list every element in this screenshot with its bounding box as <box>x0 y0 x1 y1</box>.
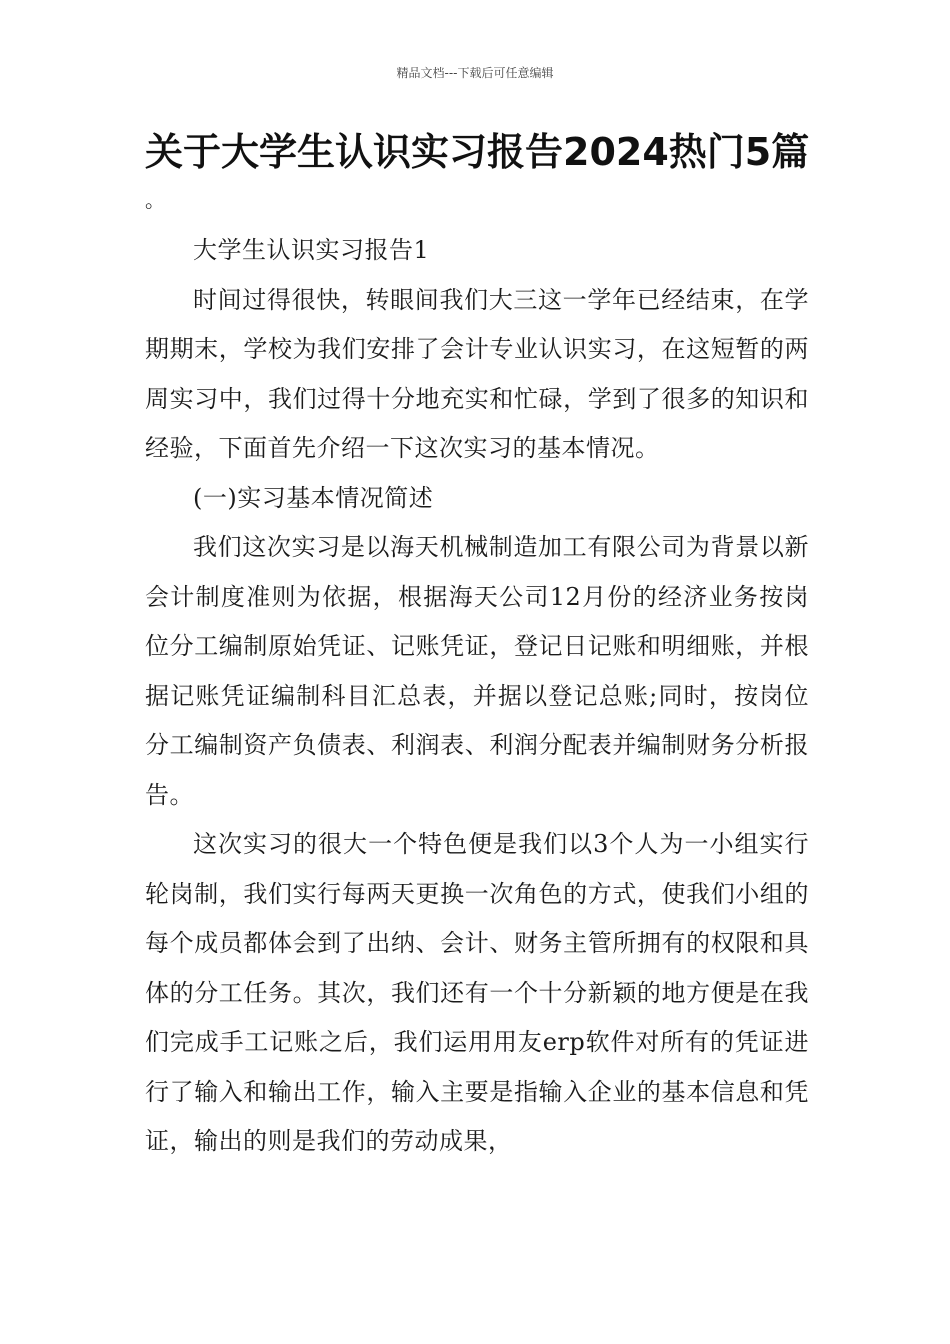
document-body <box>145 226 809 1167</box>
body-paragraph: 我们这次实习是以海天机械制造加工有限公司为背景以新会计制度准则为依据，根据海天公司12月份的经济业务按岗位分工编制原始凭证、记账凭证，登记日记账和明细账，并根据记账凭证编制科目汇总表，并据以登记总账;同时，按岗位分工编制资产负债表、利润表、利润分配表并编制财务分析报告。 <box>145 533 809 809</box>
body-paragraph: 时间过得很快，转眼间我们大三这一学年已经结束，在学期期末，学校为我们安排了会计专业认识实习，在这短暂的两周实习中，我们过得十分地充实和忙碌，学到了很多的知识和经验，下面首先介绍一下这次实习的基本情况。 <box>145 285 809 462</box>
title-punctuation: 。 <box>145 188 165 212</box>
header-note: 精品文档---下载后可任意编辑 <box>396 66 554 80</box>
document-title: 关于大学生认识实习报告2024热门5篇 <box>145 130 810 174</box>
subsection-heading: (一)实习基本情况简述 <box>193 483 434 512</box>
section-heading: 大学生认识实习报告1 <box>193 236 430 264</box>
body-paragraph: 这次实习的很大一个特色便是我们以3个人为一小组实行轮岗制，我们实行每两天更换一次角色的方式，使我们小组的每个成员都体会到了出纳、会计、财务主管所拥有的权限和具体的分工任务。其次，我们还有一个十分新颖的地方便是在我们完成手工记账之后，我们运用用友erp软件对所有的凭证进行了输入和输出工作，输入主要是指输入企业的基本信息和凭证，输出的则是我们的劳动成果， <box>145 830 809 1155</box>
